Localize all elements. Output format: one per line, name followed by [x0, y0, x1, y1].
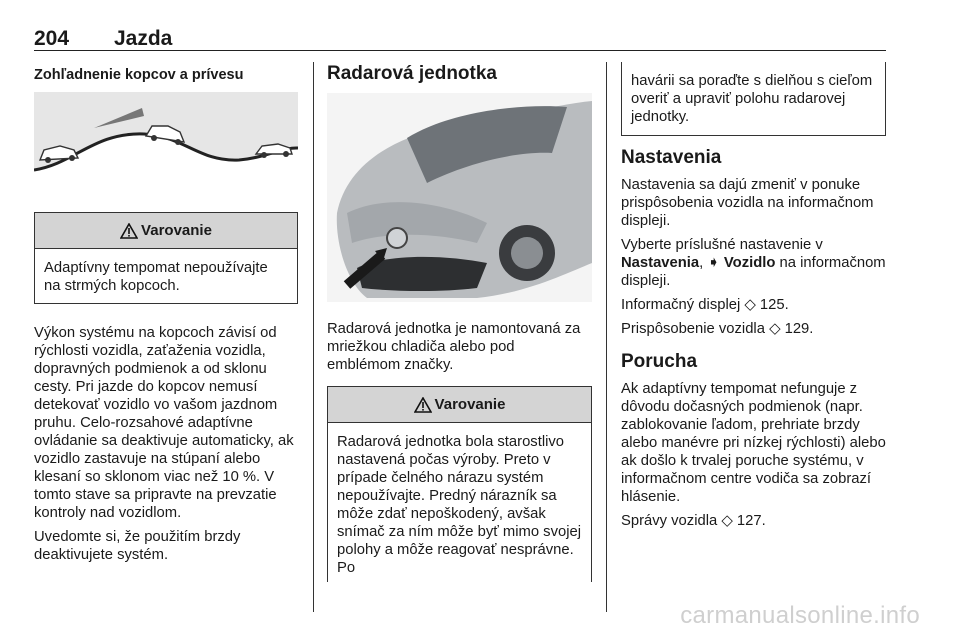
ref-text: Informačný displej — [621, 297, 741, 313]
warning-header — [35, 213, 297, 249]
ref-page: 129. — [784, 321, 814, 337]
subsection-heading: Radarová jednotka — [327, 63, 497, 84]
paragraph: Výkon systému na kopcoch závisí od rýchlosti vozidla, zaťaženia vozidla, dopravných podmienok a od sklonu cesty. Pri jazde do kopcov nemusí detekovať vozidlo vo vašom jazdnom pruhu. Celo-rozsahové adaptívne ovládanie sa deaktivuje automaticky, ak vozidlo zastavuje na stúpaní alebo klesaní so sklonom viac než 10 %. V tomto stave sa pripravte na prevzatie kontroly nad vozidlom. — [34, 325, 294, 521]
watermark: carmanualsonline.info — [680, 602, 920, 629]
column-2-body — [327, 320, 591, 374]
warning-title: Varovanie — [141, 222, 212, 239]
warning-triangle-icon — [120, 223, 138, 239]
warning-header — [328, 387, 591, 423]
car-radar-illustration — [327, 93, 592, 302]
warning-title: Varovanie — [434, 396, 506, 413]
column-1-body — [34, 318, 298, 564]
page-header — [34, 27, 886, 51]
section-title: Jazda — [114, 27, 173, 50]
cross-reference — [621, 296, 887, 314]
ref-symbol-icon: ◇ — [744, 297, 756, 313]
column-divider — [606, 62, 607, 612]
warning-box — [34, 212, 298, 304]
warning-box — [327, 386, 592, 582]
paragraph: Nastavenia sa dajú zmeniť v ponuke prispôsobenia vozidla na informačnom displeji. — [621, 177, 874, 229]
ref-text: Správy vozidla — [621, 513, 718, 529]
text: Vyberte príslušné nastavenie v — [621, 237, 823, 253]
hill-illustration — [34, 92, 298, 196]
menu-path-settings: Nastavenia — [621, 255, 700, 271]
ref-symbol-icon: ◇ — [769, 321, 781, 337]
subsection-heading: Zohľadnenie kopcov a prívesu — [34, 67, 244, 83]
paragraph: Uvedomte si, že použitím brzdy deaktivujete systém. — [34, 529, 241, 563]
text: na informačnom displeji. — [621, 255, 886, 289]
warning-triangle-icon — [414, 397, 432, 413]
column-3-body — [621, 146, 887, 530]
fault-heading: Porucha — [621, 351, 698, 372]
cross-reference — [621, 320, 887, 338]
warning-box-continued — [621, 62, 886, 136]
paragraph — [621, 236, 887, 290]
menu-path-vehicle: Vozidlo — [723, 255, 776, 271]
page-number: 204 — [34, 27, 70, 50]
ref-page: 125. — [759, 297, 789, 313]
text: , — [699, 255, 708, 271]
paragraph: Ak adaptívny tempomat nefunguje z dôvodu dočasných podmienok (napr. zablokovanie ľadom, prehriate brzdy alebo manévre pri nízkej rýchlosti) alebo ak došlo k trvalej poruche systému, v informačnom centre vodiča sa zobrazí hlásenie. — [621, 381, 886, 505]
ref-symbol-icon: ◇ — [721, 513, 733, 529]
column-1 — [34, 62, 298, 84]
arrow-icon: ➧ — [707, 255, 720, 271]
settings-heading: Nastavenia — [621, 147, 722, 168]
column-divider — [313, 62, 314, 612]
cross-reference — [621, 512, 887, 530]
paragraph: Radarová jednotka je namontovaná za mriežkou chladiča alebo pod emblémom značky. — [327, 321, 581, 373]
column-2 — [327, 62, 591, 86]
warning-text: havárii sa poraďte s dielňou s cieľom overiť a upraviť polohu radarovej jednotky. — [631, 73, 873, 125]
ref-page: 127. — [736, 513, 766, 529]
ref-text: Prispôsobenie vozidla — [621, 321, 765, 337]
warning-text: Adaptívny tempomat nepoužívajte na strmých kopcoch. — [44, 260, 268, 294]
warning-text: Radarová jednotka bola starostlivo nastavená počas výroby. Preto v prípade čelného nárazu systém nepoužívajte. Predný nárazník sa môže zdať nepoškodený, avšak snímač za ním môže byť mimo svojej polohy a môže reagovať nesprávne. Po — [337, 434, 582, 576]
